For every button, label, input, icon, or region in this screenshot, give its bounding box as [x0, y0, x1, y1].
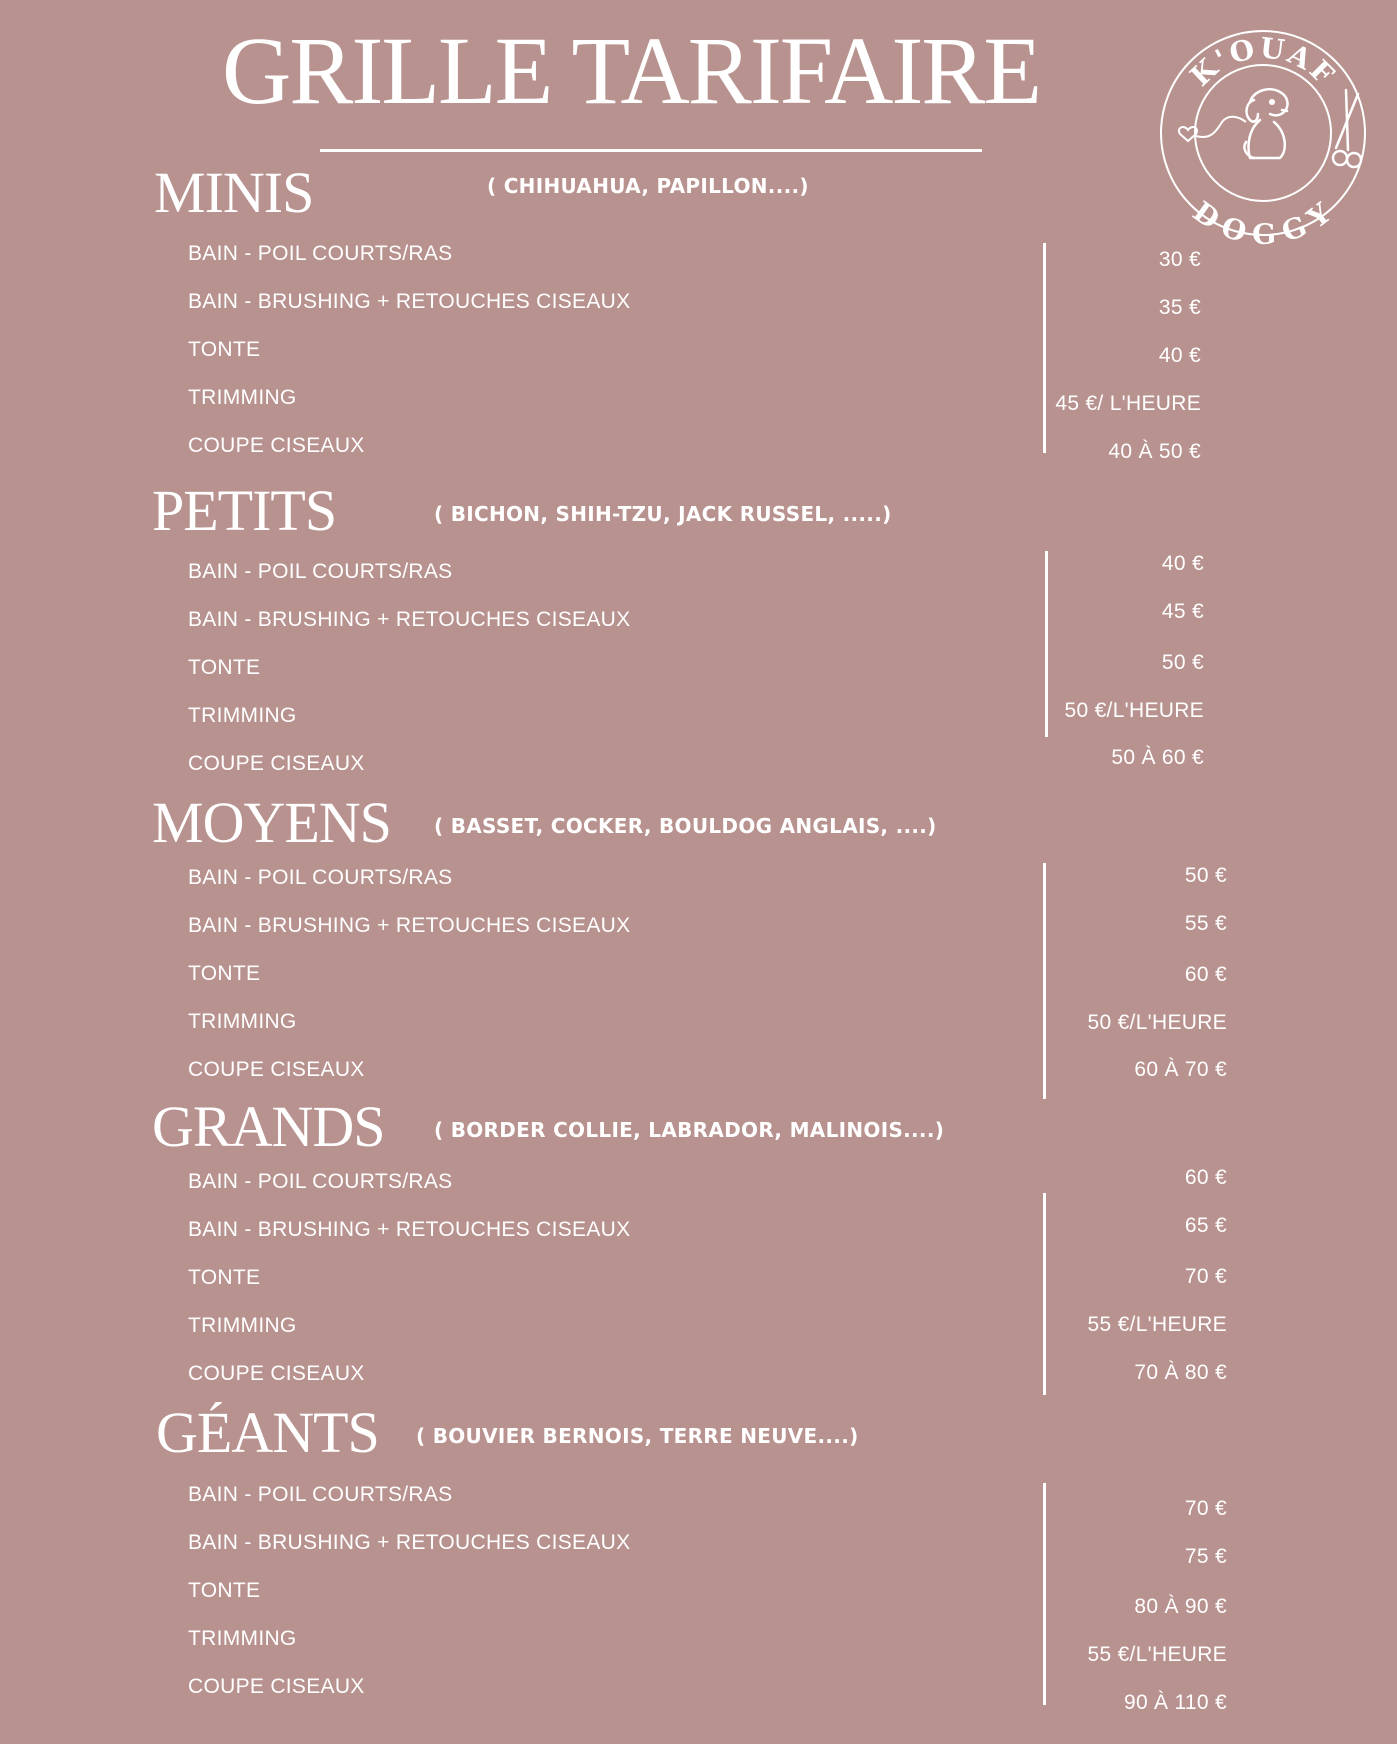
service-item: TRIMMING	[188, 1010, 297, 1033]
dog-icon	[1244, 89, 1287, 158]
price: 70 À 80 €	[1134, 1361, 1227, 1384]
section-examples: ( CHIHUAHUA, PAPILLON....)	[487, 174, 809, 198]
page-title: GRILLE TARIFAIRE	[222, 17, 1041, 124]
price: 40 €	[1161, 552, 1204, 575]
service-item: TONTE	[188, 656, 261, 679]
logo-bottom-text: DOGGY	[1186, 194, 1340, 246]
service-item: COUPE CISEAUX	[188, 1675, 365, 1698]
service-item: BAIN - BRUSHING + RETOUCHES CISEAUX	[188, 1531, 631, 1554]
service-item: COUPE CISEAUX	[188, 1058, 365, 1081]
service-item: BAIN - BRUSHING + RETOUCHES CISEAUX	[188, 290, 631, 313]
service-item: TRIMMING	[188, 704, 297, 727]
price: 45 €	[1161, 600, 1204, 623]
scissors-icon	[1333, 90, 1361, 167]
price: 45 €/ L'HEURE	[1055, 392, 1201, 415]
section-title: MOYENS	[152, 790, 391, 855]
price: 50 €	[1161, 651, 1204, 674]
price: 40 €	[1158, 344, 1201, 367]
service-item: BAIN - BRUSHING + RETOUCHES CISEAUX	[188, 914, 631, 937]
service-item: BAIN - BRUSHING + RETOUCHES CISEAUX	[188, 608, 631, 631]
price: 50 À 60 €	[1111, 746, 1204, 769]
section-examples: ( BICHON, SHIH-TZU, JACK RUSSEL, .....)	[434, 502, 892, 526]
price: 90 À 110 €	[1123, 1691, 1227, 1714]
logo-inner-ring	[1195, 65, 1331, 201]
service-item: BAIN - POIL COURTS/RAS	[188, 560, 453, 583]
service-item: TRIMMING	[188, 1627, 297, 1650]
service-item: TONTE	[188, 338, 261, 361]
service-item: TONTE	[188, 962, 261, 985]
section-title: MINIS	[154, 160, 314, 225]
price: 50 €/L'HEURE	[1087, 1011, 1227, 1034]
price: 40 À 50 €	[1108, 440, 1201, 463]
service-item: COUPE CISEAUX	[188, 752, 365, 775]
price: 35 €	[1158, 296, 1201, 319]
service-item: BAIN - POIL COURTS/RAS	[188, 866, 453, 889]
service-item: TONTE	[188, 1266, 261, 1289]
kouaf-doggy-logo	[1150, 20, 1376, 246]
leash-line	[1196, 117, 1246, 137]
logo-svg	[1150, 20, 1376, 246]
price-divider	[1043, 1483, 1046, 1705]
price: 60 €	[1184, 963, 1227, 986]
price: 50 €/L'HEURE	[1064, 699, 1204, 722]
service-item: BAIN - POIL COURTS/RAS	[188, 242, 453, 265]
service-item: BAIN - POIL COURTS/RAS	[188, 1170, 453, 1193]
price: 55 €/L'HEURE	[1087, 1313, 1227, 1336]
section-examples: ( BOUVIER BERNOIS, TERRE NEUVE....)	[416, 1424, 859, 1448]
logo-top-text: K'OUAF	[1183, 31, 1343, 94]
section-examples: ( BASSET, COCKER, BOULDOG ANGLAIS, ....)	[434, 814, 937, 838]
service-item: TRIMMING	[188, 1314, 297, 1337]
price-divider	[1043, 863, 1046, 1099]
price: 70 €	[1184, 1265, 1227, 1288]
title-underline	[320, 149, 982, 152]
price: 55 €	[1184, 912, 1227, 935]
section-title: GRANDS	[152, 1094, 385, 1159]
service-item: BAIN - POIL COURTS/RAS	[188, 1483, 453, 1506]
price: 70 €	[1184, 1497, 1227, 1520]
price-divider	[1043, 243, 1046, 453]
price-divider	[1043, 1193, 1046, 1395]
price: 55 €/L'HEURE	[1087, 1643, 1227, 1666]
price: 50 €	[1184, 864, 1227, 887]
section-title: PETITS	[152, 478, 337, 543]
service-item: TONTE	[188, 1579, 261, 1602]
section-title: GÉANTS	[156, 1400, 379, 1465]
price: 60 À 70 €	[1134, 1058, 1227, 1081]
service-item: TRIMMING	[188, 386, 297, 409]
price: 60 €	[1184, 1166, 1227, 1189]
service-item: BAIN - BRUSHING + RETOUCHES CISEAUX	[188, 1218, 631, 1241]
price: 30 €	[1158, 248, 1201, 271]
section-examples: ( BORDER COLLIE, LABRADOR, MALINOIS....)	[434, 1118, 945, 1142]
price-divider	[1045, 551, 1048, 737]
price: 80 À 90 €	[1134, 1595, 1227, 1618]
price: 75 €	[1184, 1545, 1227, 1568]
service-item: COUPE CISEAUX	[188, 1362, 365, 1385]
price: 65 €	[1184, 1214, 1227, 1237]
service-item: COUPE CISEAUX	[188, 434, 365, 457]
